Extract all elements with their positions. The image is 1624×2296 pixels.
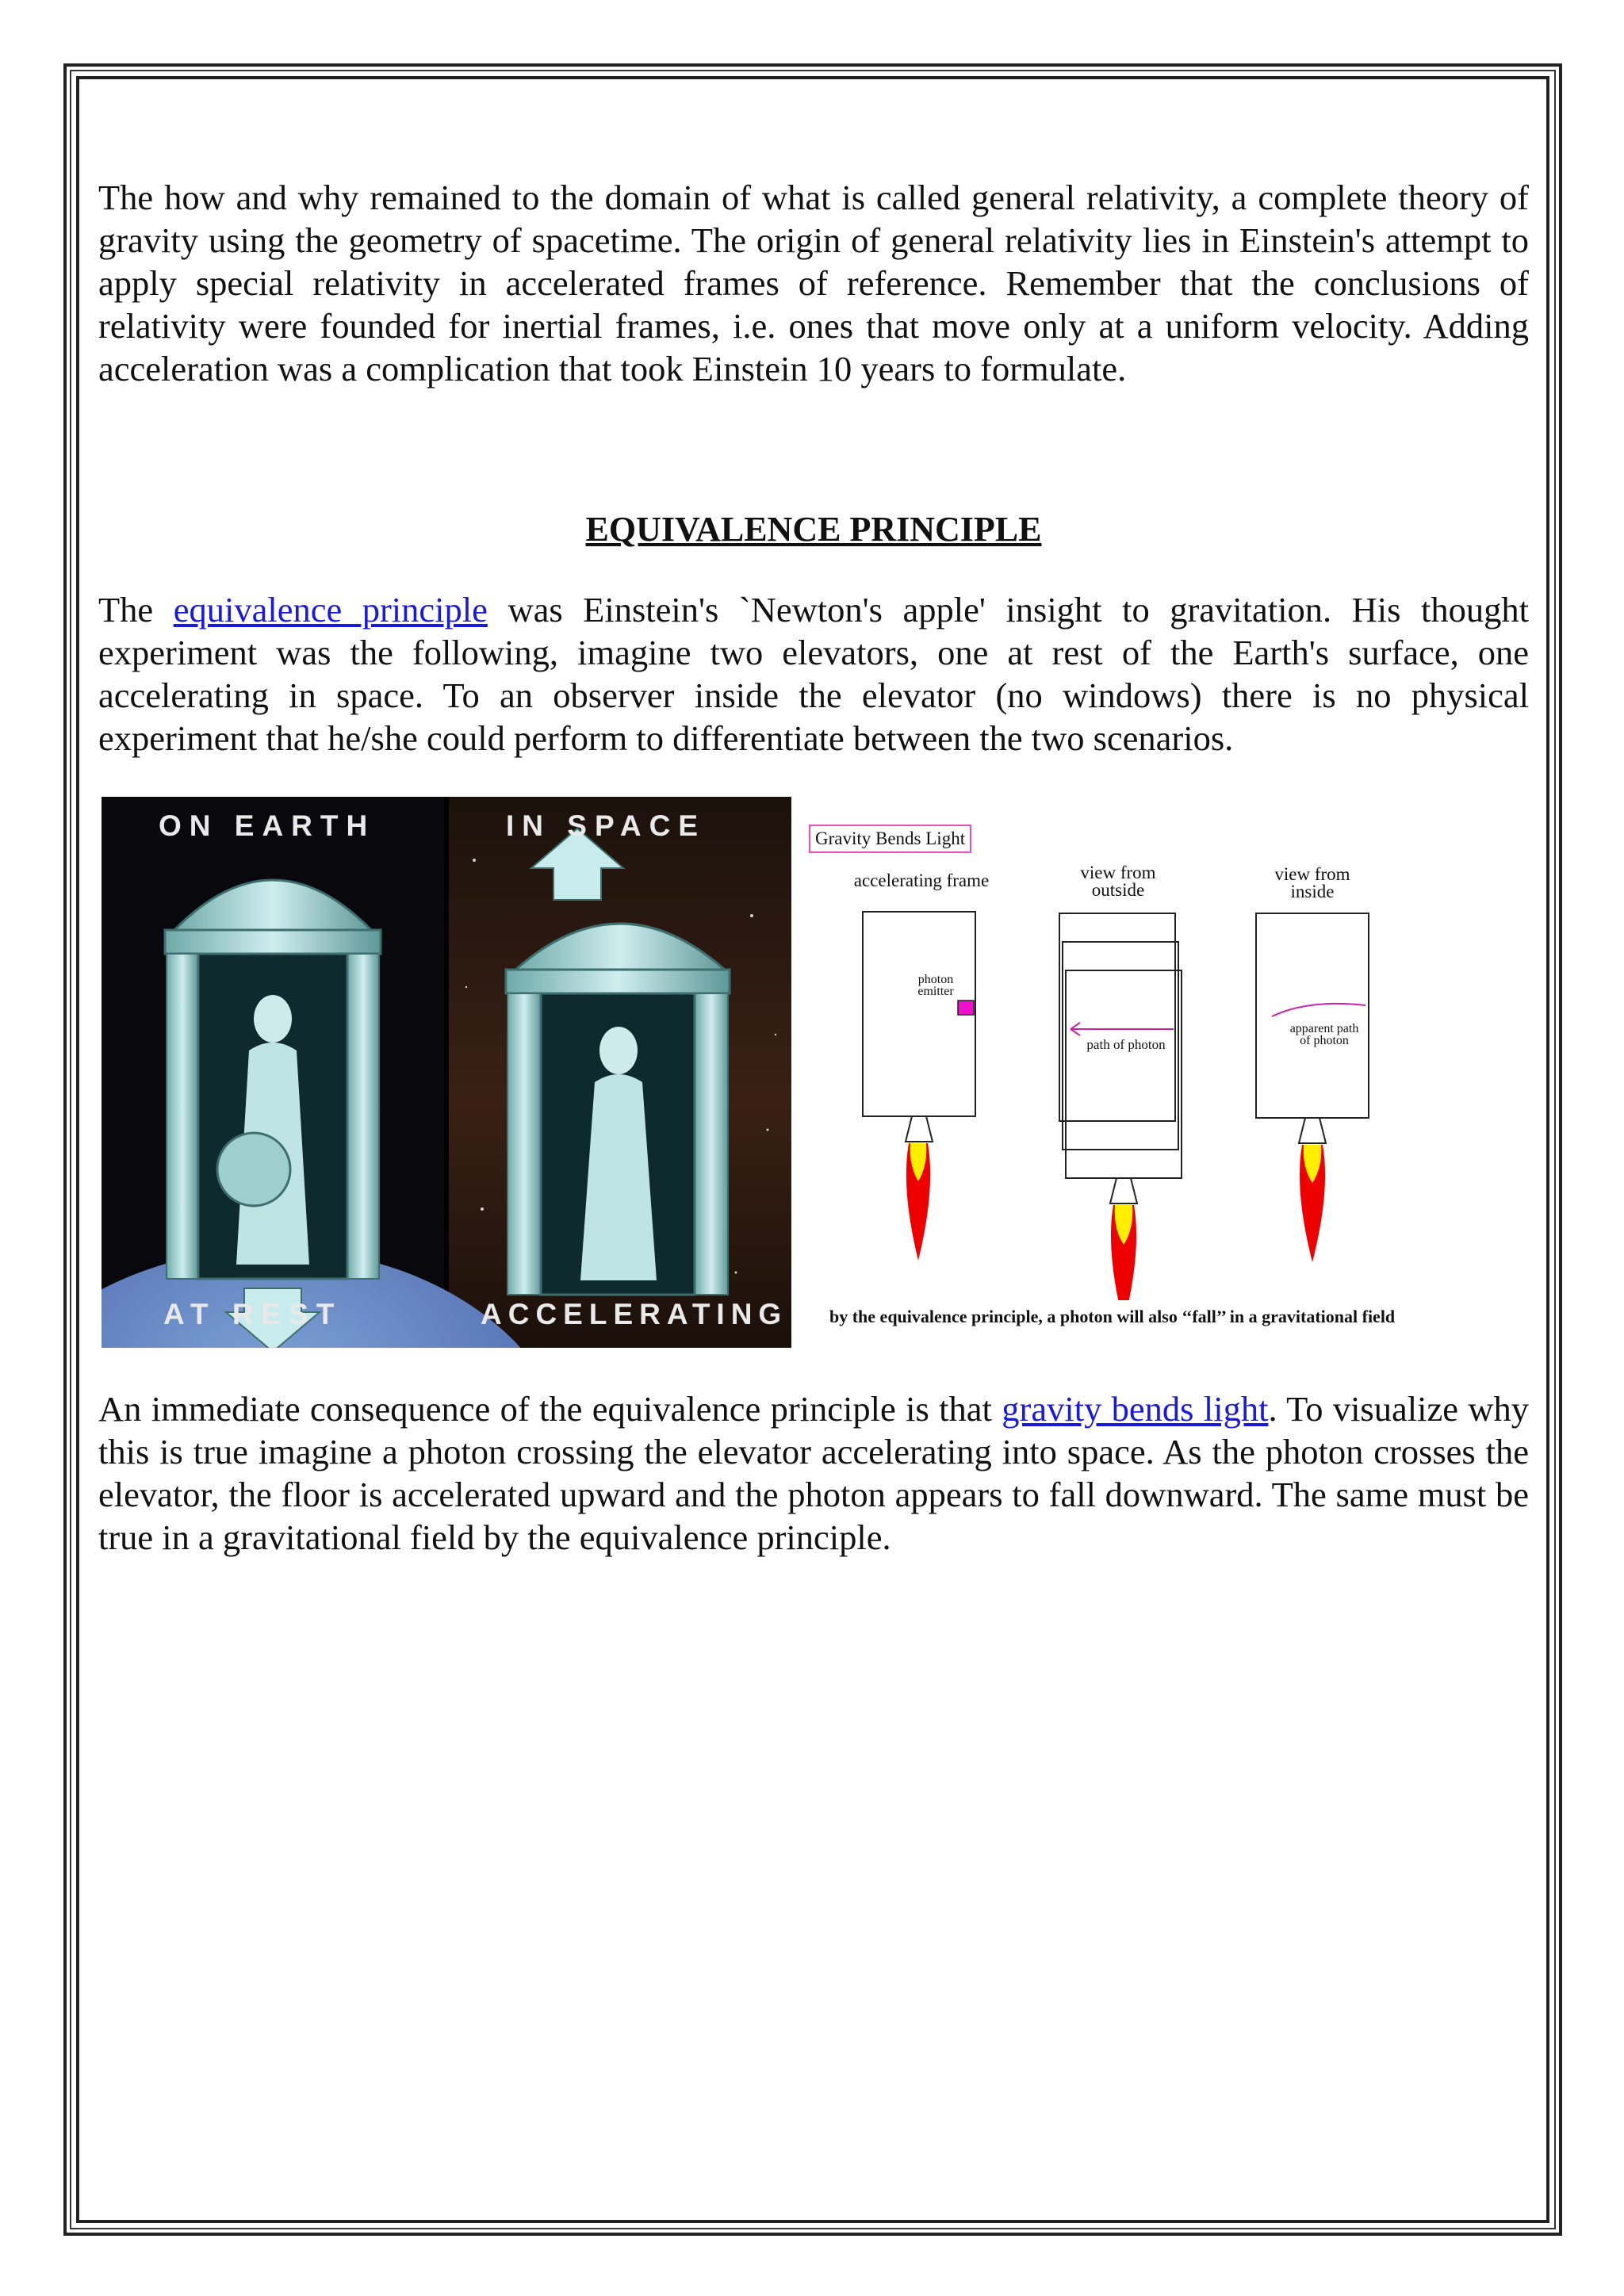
caption-view-inside <box>1233 866 1392 901</box>
apparent-path-label <box>1277 1023 1372 1047</box>
gravity-bends-light-diagram <box>801 817 1483 1340</box>
label-in-space: IN SPACE <box>506 809 707 842</box>
paragraph-text: . To visualize why this is true imagine a photon crossing the elevator accelerating into space. As the photon crosses the elevator, the floor is accelerated upward and the photon appears to fall downward. The same must be true in a gravitational field by the equivalence principle. <box>98 1389 1529 1557</box>
label-at-rest: AT REST <box>163 1298 343 1330</box>
caption-accelerating-frame: accelerating frame <box>853 871 990 890</box>
caption-view-outside <box>1039 864 1197 899</box>
elevator-box-outside-3 <box>1066 970 1182 1178</box>
diagram-title: Gravity Bends Light <box>809 825 971 853</box>
consequence-paragraph <box>98 1387 1529 1559</box>
caption-line: inside <box>1290 882 1335 901</box>
elevator-illustration <box>102 797 791 1348</box>
paragraph-text: The <box>98 590 174 629</box>
equivalence-paragraph <box>98 588 1529 760</box>
label-line: photon <box>917 973 954 986</box>
label-line: of photon <box>1300 1034 1349 1047</box>
diagram-caption: by the equivalence principle, a photon will also ‘‘fall’’ in a gravitational field <box>829 1307 1396 1326</box>
paragraph-text: was Einstein's `Newton's apple' insight to gravitation. His thought experiment was the following, imagine two elevators, one at rest of the Earth's surface, one accelerating in space. To an observer inside the elevator (no windows) there is no physical experiment that he/she could perform to differentiate between the two scenarios. <box>98 590 1529 758</box>
caption-line: outside <box>1091 880 1145 900</box>
elevator-illustration-art <box>102 797 791 1348</box>
nozzle-icon <box>906 1116 933 1142</box>
caption-line: view from <box>1274 864 1350 884</box>
equivalence-principle-link[interactable]: equivalence principle <box>173 590 488 629</box>
label-line: emitter <box>917 985 954 998</box>
label-on-earth: ON EARTH <box>159 809 376 842</box>
label-accelerating: ACCELERATING <box>481 1298 788 1330</box>
path-of-photon-label: path of photon <box>1086 1037 1166 1052</box>
caption-line: view from <box>1080 863 1156 882</box>
emitter-label <box>900 974 971 997</box>
intro-paragraph: The how and why remained to the domain of what is called general relativity, a complete theory of gravity using the geometry of spacetime. The origin of general relativity lies in Einstein's attempt to apply special relativity in accelerated frames of reference. Remember that the conclusions of relativity were founded for inertial frames, i.e. ones that move only at a uniform velocity. Adding acceleration was a complication that took Einstein 10 years to formulate. <box>98 178 1529 388</box>
section-heading: EQUIVALENCE PRINCIPLE <box>585 510 1042 549</box>
photon-emitter-icon <box>958 1001 974 1015</box>
gravity-bends-light-link[interactable]: gravity bends light <box>1002 1389 1269 1429</box>
label-line: apparent path <box>1289 1022 1359 1035</box>
paragraph-text: An immediate consequence of the equivalence principle is that <box>98 1389 1002 1429</box>
